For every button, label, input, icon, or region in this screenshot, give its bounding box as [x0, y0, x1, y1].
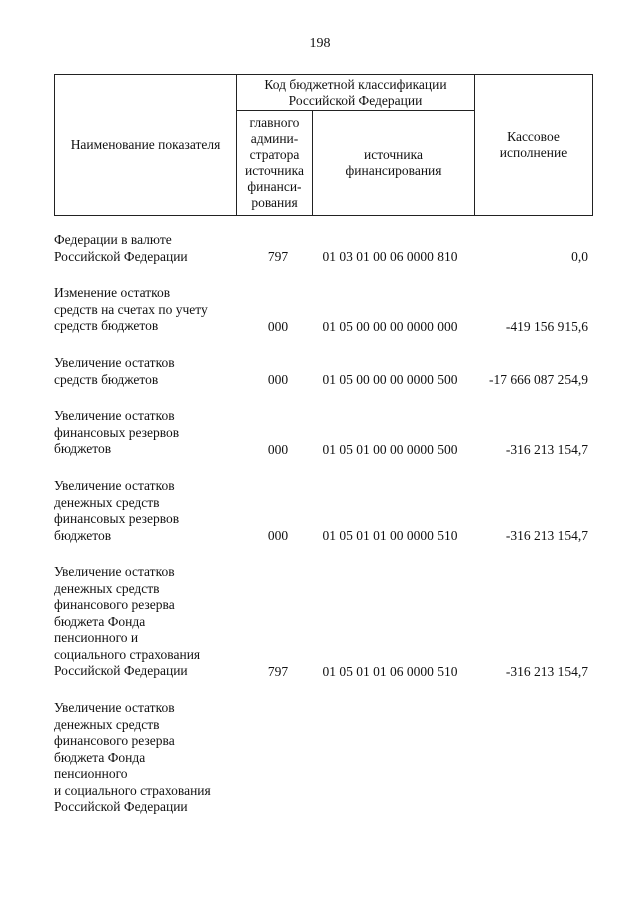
header-source-line: финансирования — [345, 163, 442, 178]
row-admin-code: 000 — [267, 318, 289, 334]
row-admin-code: 000 — [267, 527, 289, 543]
header-code-group — [237, 75, 475, 111]
header-name-label: Наименование показателя — [70, 137, 221, 152]
row-name-line: Российской Федерации — [54, 248, 188, 264]
header-value-column — [475, 75, 593, 216]
row-admin-code: 000 — [267, 371, 289, 387]
row-name-line: Изменение остатков — [54, 285, 171, 300]
row-name-line: денежных средств — [54, 494, 160, 510]
row-name-line: денежных средств — [54, 716, 160, 732]
table-header — [54, 74, 593, 216]
header-admin-line: админи- — [250, 131, 299, 146]
row-name-line: денежных средств — [54, 580, 160, 596]
row-name-line: пенсионного — [54, 766, 128, 781]
row-source-code: 01 05 01 00 00 0000 500 — [322, 441, 458, 457]
row-name-line: финансовых резервов — [54, 511, 180, 526]
row-name-line: бюджетов — [54, 441, 112, 456]
header-admin-line: главного — [249, 115, 300, 130]
row-name-line: Увеличение остатков — [54, 355, 175, 370]
header-value-line: Кассовое — [507, 129, 560, 144]
row-value: -419 156 915,6 — [505, 318, 588, 334]
header-admin-line: стратора — [249, 147, 300, 162]
row-name-line: Увеличение остатков — [54, 564, 175, 579]
row-name-line: финансовых резервов — [54, 424, 180, 440]
table-row — [54, 408, 592, 458]
row-name-line: финансового резерва — [54, 597, 175, 612]
header-code-line: Российской Федерации — [288, 92, 423, 108]
row-name-line: Российской Федерации — [54, 663, 188, 678]
header-admin-line: финанси- — [247, 179, 302, 194]
row-admin-code: 797 — [267, 663, 289, 679]
row-source-code: 01 03 01 00 06 0000 810 — [322, 248, 458, 264]
row-source-code: 01 05 00 00 00 0000 500 — [322, 371, 458, 387]
row-value: -17 666 087 254,9 — [489, 371, 588, 387]
row-source-code: 01 05 00 00 00 0000 000 — [322, 318, 458, 334]
header-admin-line: рования — [251, 195, 298, 210]
row-value: -316 213 154,7 — [505, 441, 588, 457]
row-admin-code: 797 — [267, 248, 289, 264]
header-code-line: Код бюджетной классификации — [264, 76, 447, 92]
row-name-line: и социального страхования — [54, 782, 211, 798]
row-name-line: пенсионного и — [54, 630, 139, 645]
row-name — [54, 564, 232, 680]
row-value: -316 213 154,7 — [505, 663, 588, 679]
row-name-line: Увеличение остатков — [54, 700, 175, 715]
row-name — [54, 700, 232, 816]
table-row — [54, 285, 592, 335]
row-name-line: средств на счетах по учету — [54, 301, 208, 317]
row-name-line: средств бюджетов — [54, 318, 159, 333]
row-name — [54, 478, 232, 544]
header-source-column — [313, 111, 475, 216]
row-source-code: 01 05 01 01 06 0000 510 — [322, 663, 458, 679]
row-name — [54, 408, 232, 458]
row-name-line: бюджета Фонда — [54, 749, 146, 765]
row-name-line: финансового резерва — [54, 733, 175, 748]
row-name-line: социального страхования — [54, 646, 201, 662]
table-row — [54, 700, 592, 816]
header-admin-column — [237, 111, 313, 216]
table-body — [54, 232, 592, 816]
table-row — [54, 232, 592, 265]
page-number: 198 — [309, 36, 331, 51]
table-row — [54, 478, 592, 544]
row-name-line: средств бюджетов — [54, 371, 159, 387]
table-row — [54, 355, 592, 388]
row-name-line: Увеличение остатков — [54, 478, 175, 493]
row-name-line: бюджета Фонда — [54, 613, 146, 629]
row-name-line: Увеличение остатков — [54, 408, 175, 423]
header-name-column — [55, 75, 237, 216]
row-value: -316 213 154,7 — [505, 527, 588, 543]
header-source-line: источника — [364, 147, 423, 162]
row-source-code: 01 05 01 01 00 0000 510 — [322, 527, 458, 543]
row-name-line: бюджетов — [54, 527, 112, 543]
row-name-line: Федерации в валюте — [54, 232, 172, 247]
table-row — [54, 564, 592, 680]
row-name-line: Российской Федерации — [54, 799, 188, 814]
row-name — [54, 355, 232, 388]
header-admin-line: источника — [245, 163, 304, 178]
row-admin-code: 000 — [267, 441, 289, 457]
header-value-line: исполнение — [499, 145, 568, 160]
row-name — [54, 285, 232, 335]
row-value: 0,0 — [571, 248, 588, 264]
row-name — [54, 232, 232, 265]
